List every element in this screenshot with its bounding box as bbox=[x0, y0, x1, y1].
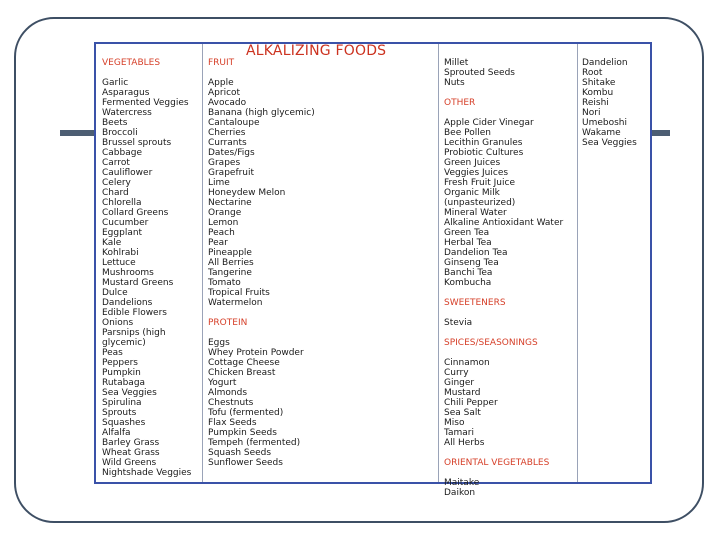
food-item: Bee Pollen bbox=[444, 128, 491, 138]
food-item: Cantaloupe bbox=[208, 118, 260, 128]
food-item: Chlorella bbox=[102, 198, 142, 208]
food-item: Curry bbox=[444, 368, 469, 378]
food-item: Almonds bbox=[208, 388, 248, 398]
food-item: Reishi bbox=[582, 98, 609, 108]
food-item: Lettuce bbox=[102, 258, 136, 268]
food-item: Cottage Cheese bbox=[208, 358, 280, 368]
food-item: Grapefruit bbox=[208, 168, 255, 178]
column-divider bbox=[577, 44, 578, 482]
food-item: Squashes bbox=[102, 418, 146, 428]
food-item: Kohlrabi bbox=[102, 248, 139, 258]
food-item: Green Tea bbox=[444, 228, 490, 238]
food-item: Lime bbox=[208, 178, 230, 188]
food-item: Millet bbox=[444, 58, 469, 68]
food-item: Collard Greens bbox=[102, 208, 169, 218]
food-item: Sprouted Seeds bbox=[444, 68, 515, 78]
food-item: All Berries bbox=[208, 258, 254, 268]
food-item: Spirulina bbox=[102, 398, 142, 408]
food-item: Watermelon bbox=[208, 298, 263, 308]
food-item: Organic Milk bbox=[444, 188, 500, 198]
food-item: Peas bbox=[102, 348, 123, 358]
heading-gap bbox=[444, 348, 563, 358]
food-item: glycemic) bbox=[102, 338, 146, 348]
food-item: Nightshade Veggies bbox=[102, 468, 192, 478]
food-item: Asparagus bbox=[102, 88, 150, 98]
food-item: Mushrooms bbox=[102, 268, 154, 278]
food-item: Cucumber bbox=[102, 218, 149, 228]
food-item: Chicken Breast bbox=[208, 368, 276, 378]
food-item: Honeydew Melon bbox=[208, 188, 286, 198]
food-item: Yogurt bbox=[208, 378, 237, 388]
column-divider bbox=[202, 44, 203, 482]
food-item: Dulce bbox=[102, 288, 128, 298]
food-item: Nori bbox=[582, 108, 601, 118]
food-item: Brussel sprouts bbox=[102, 138, 172, 148]
food-item: Mustard Greens bbox=[102, 278, 174, 288]
food-item: Sprouts bbox=[102, 408, 137, 418]
food-item: Chestnuts bbox=[208, 398, 254, 408]
food-item: Maitake bbox=[444, 478, 480, 488]
food-item: Herbal Tea bbox=[444, 238, 492, 248]
food-item: Tofu (fermented) bbox=[208, 408, 284, 418]
food-item: Watercress bbox=[102, 108, 152, 118]
food-item: Kale bbox=[102, 238, 122, 248]
food-item: Orange bbox=[208, 208, 242, 218]
column-sea-foods bbox=[582, 58, 637, 148]
section-heading: OTHER bbox=[444, 98, 476, 108]
food-item: Avocado bbox=[208, 98, 247, 108]
food-item: Barley Grass bbox=[102, 438, 160, 448]
food-item: Probiotic Cultures bbox=[444, 148, 524, 158]
table-title: ALKALIZING FOODS bbox=[246, 43, 387, 59]
food-item: Peppers bbox=[102, 358, 138, 368]
food-item: Ginger bbox=[444, 378, 475, 388]
food-item: (unpasteurized) bbox=[444, 198, 516, 208]
food-item: Cherries bbox=[208, 128, 246, 138]
column-divider bbox=[438, 44, 439, 482]
food-item: Sunflower Seeds bbox=[208, 458, 283, 468]
food-item: Pumpkin Seeds bbox=[208, 428, 277, 438]
food-item: Whey Protein Powder bbox=[208, 348, 304, 358]
food-item: Pear bbox=[208, 238, 228, 248]
food-item: Kombu bbox=[582, 88, 614, 98]
food-item: Eggs bbox=[208, 338, 230, 348]
heading-gap bbox=[444, 468, 563, 478]
food-item: Chili Pepper bbox=[444, 398, 498, 408]
food-item: Tropical Fruits bbox=[208, 288, 270, 298]
food-item: Dandelion bbox=[582, 58, 628, 68]
food-item: Onions bbox=[102, 318, 134, 328]
food-item: Dates/Figs bbox=[208, 148, 255, 158]
food-item: Celery bbox=[102, 178, 131, 188]
food-item: Tomato bbox=[208, 278, 241, 288]
section-heading: SPICES/SEASONINGS bbox=[444, 338, 538, 348]
section-heading: VEGETABLES bbox=[102, 58, 161, 68]
section-heading: ORIENTAL VEGETABLES bbox=[444, 458, 550, 468]
food-item: Garlic bbox=[102, 78, 129, 88]
food-item: Wakame bbox=[582, 128, 621, 138]
food-item: Apple bbox=[208, 78, 234, 88]
food-item: Edible Flowers bbox=[102, 308, 167, 318]
food-item: Shitake bbox=[582, 78, 616, 88]
food-item: Veggies Juices bbox=[444, 168, 509, 178]
food-item: Banchi Tea bbox=[444, 268, 493, 278]
section-heading: SWEETENERS bbox=[444, 298, 506, 308]
food-item: All Herbs bbox=[444, 438, 485, 448]
section-gap bbox=[444, 328, 563, 338]
food-item: Ginseng Tea bbox=[444, 258, 499, 268]
food-item: Green Juices bbox=[444, 158, 501, 168]
heading-gap bbox=[208, 328, 315, 338]
section-heading: PROTEIN bbox=[208, 318, 248, 328]
heading-gap bbox=[208, 68, 315, 78]
food-item: Tangerine bbox=[208, 268, 252, 278]
food-item: Daikon bbox=[444, 488, 476, 498]
food-item: Nuts bbox=[444, 78, 465, 88]
food-item: Cauliflower bbox=[102, 168, 153, 178]
food-item: Mineral Water bbox=[444, 208, 507, 218]
food-item: Tempeh (fermented) bbox=[208, 438, 301, 448]
food-item: Dandelions bbox=[102, 298, 153, 308]
food-item: Beets bbox=[102, 118, 128, 128]
food-item: Flax Seeds bbox=[208, 418, 257, 428]
food-item: Alkaline Antioxidant Water bbox=[444, 218, 564, 228]
food-item: Mustard bbox=[444, 388, 481, 398]
food-item: Parsnips (high bbox=[102, 328, 166, 338]
food-item: Fermented Veggies bbox=[102, 98, 189, 108]
food-item: Stevia bbox=[444, 318, 473, 328]
food-item: Sea Veggies bbox=[102, 388, 157, 398]
food-item: Umeboshi bbox=[582, 118, 628, 128]
food-item: Cabbage bbox=[102, 148, 142, 158]
food-item: Tamari bbox=[444, 428, 475, 438]
food-item: Dandelion Tea bbox=[444, 248, 508, 258]
food-item: Eggplant bbox=[102, 228, 143, 238]
food-item: Lecithin Granules bbox=[444, 138, 523, 148]
food-item: Nectarine bbox=[208, 198, 252, 208]
food-item: Rutabaga bbox=[102, 378, 146, 388]
decorative-bar-right bbox=[652, 130, 670, 136]
food-item: Grapes bbox=[208, 158, 241, 168]
food-item: Cinnamon bbox=[444, 358, 490, 368]
food-item: Apple Cider Vinegar bbox=[444, 118, 534, 128]
food-item: Pumpkin bbox=[102, 368, 141, 378]
food-item: Miso bbox=[444, 418, 465, 428]
decorative-bar-left bbox=[60, 130, 96, 136]
heading-gap bbox=[444, 108, 563, 118]
food-item: Pineapple bbox=[208, 248, 252, 258]
food-item: Fresh Fruit Juice bbox=[444, 178, 515, 188]
food-item: Banana (high glycemic) bbox=[208, 108, 315, 118]
section-gap bbox=[444, 288, 563, 298]
heading-gap bbox=[444, 308, 563, 318]
food-item: Carrot bbox=[102, 158, 130, 168]
food-item: Lemon bbox=[208, 218, 239, 228]
column-fruit-protein bbox=[208, 58, 315, 468]
section-heading: FRUIT bbox=[208, 58, 235, 68]
column-other bbox=[444, 58, 563, 498]
food-item: Peach bbox=[208, 228, 235, 238]
section-gap bbox=[444, 448, 563, 458]
food-item: Squash Seeds bbox=[208, 448, 272, 458]
food-item: Apricot bbox=[208, 88, 241, 98]
column-vegetables bbox=[102, 58, 191, 478]
food-item: Sea Veggies bbox=[582, 138, 637, 148]
foods-table bbox=[94, 42, 652, 498]
section-gap bbox=[208, 308, 315, 318]
food-item: Currants bbox=[208, 138, 247, 148]
food-item: Chard bbox=[102, 188, 129, 198]
section-gap bbox=[444, 88, 563, 98]
food-item: Wheat Grass bbox=[102, 448, 160, 458]
heading-gap bbox=[102, 68, 191, 78]
food-item: Root bbox=[582, 68, 603, 78]
food-item: Sea Salt bbox=[444, 408, 481, 418]
food-item: Kombucha bbox=[444, 278, 492, 288]
food-item: Alfalfa bbox=[102, 428, 131, 438]
food-item: Broccoli bbox=[102, 128, 138, 138]
food-item: Wild Greens bbox=[102, 458, 157, 468]
